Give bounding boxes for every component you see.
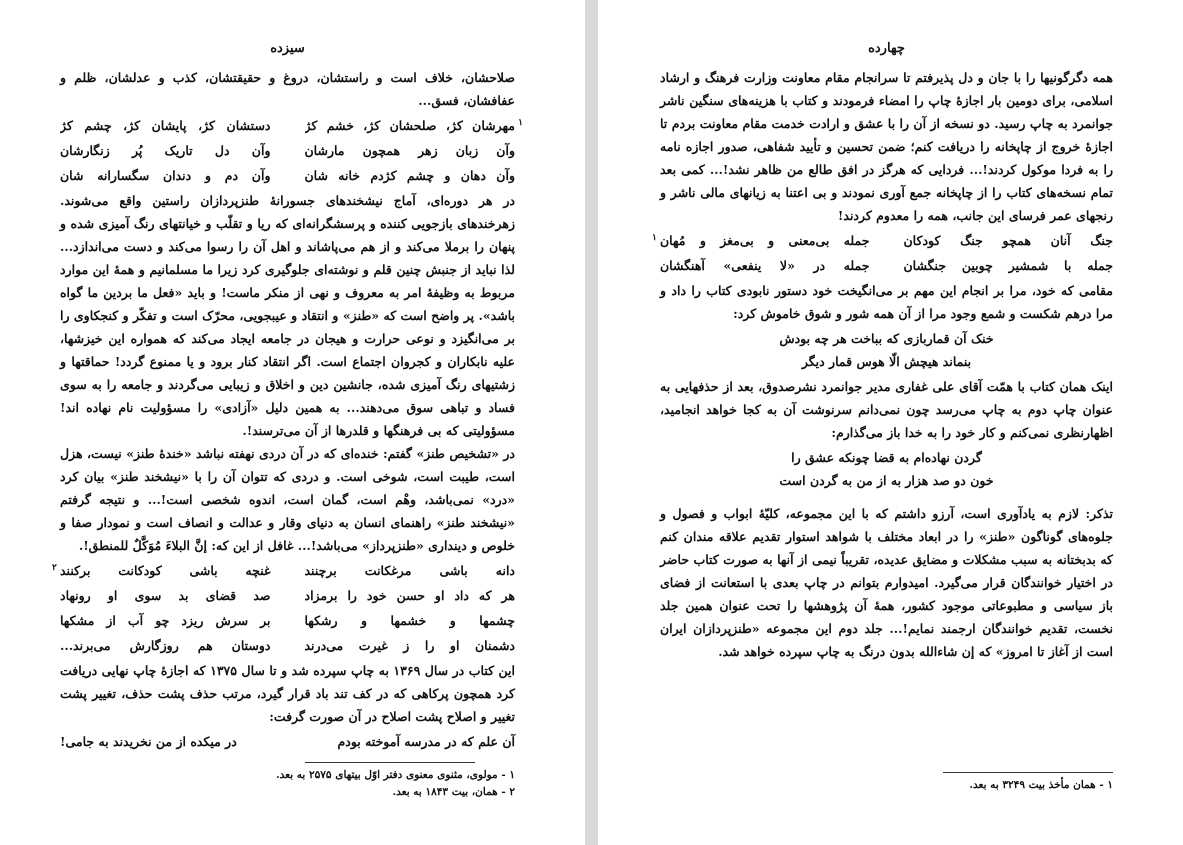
verse-line: [60, 634, 515, 657]
page-number: چهارده: [868, 41, 905, 56]
verse-block: [660, 446, 1113, 492]
paragraph: همه دگرگونیها را با جان و دل پذیرفتم تا سرانجام مقام معاونت وزارت فرهنگ و ارشاد اسلامی، برای دومین بار اجازهٔ چاپ را امضاء فرمودند و کتاب با هزینه‌های سنگین ناشر جوانمرد به چاپ رسید. دو نسخه از آن را با عشق و ارادت خدمت مقام معاونت بردم تا اجازهٔ خروج از چاپخانه را دریافت کنم؛ ضمن تحسین و تأیید شفاهی، صدور اجازه نامه را به فردا موکول کردند!... فردایی که هرگز در افق طالع من ظاهر نشد!... کمی بعد تمام نسخه‌های کتاب را از چاپخانه جمع آوری نمودند و بی اعتنا به زیانهای مالی ناشر و رنجهای عمر فرسای این جانب، همه را معدوم کردند!: [660, 70, 1114, 223]
hemistich: جمله بی‌معنی و بی‌مغز و مُهان: [660, 233, 870, 248]
verse-block: [660, 327, 1113, 373]
hemistich: دانه باشی مرغکانت برچنند: [304, 563, 515, 578]
hemistich: گردن نهاده‌ام به قضا چونکه عشق را: [791, 450, 982, 465]
footnote-marker: ۲: [52, 563, 57, 573]
verse-line: [60, 730, 515, 753]
paragraph: در «تشخیص طنز» گفتم: خنده‌ای که در آن دردی نهفته نباشد «خندهٔ طنز» نیست، هزل است، طیبت است، شوخی است. و دردی که تتوان آن را با «نیشخند طنز» بیان کرد «درد» نمی‌باشد، وهْم است، گمان است، اندوه شخصی است!... و نتیجه گرفتم «نیشخند طنز» راهنمای انسان به دنیای وقار و عدالت و انصاف است و نمودار صفا و خلوص و دینداری «طنزپرداز» می‌باشد!... غافل از این که: إنَّ البلاءَ مُوَکَّلٌ للمنطق!.: [60, 446, 515, 553]
footnote: ۱ - مولوی، مثنوی معنوی دفتر اوّل بیتهای ۲۵۷۵ به بعد.: [275, 769, 515, 781]
hemistich: غنچه باشی کودکانت برکنند: [60, 563, 271, 578]
paragraph: تذکر: لازم به یادآوری است، آرزو داشتم که با این مجموعه، کلیّهٔ ابواب و فصول و جلوه‌های گوناگون «طنز» را در ابعاد مختلف با شواهد استوار تقدیم علاقه مندان کنم که بدبختانه به سبب مشکلات و مضایق عدیده، تقریباً نیمی از آنها به صورت کتاب حاضر در اختیار خوانندگان قرار می‌گیرد. امیدوارم بتوانم در چاپ بعدی با استعانت از فضای باز سیاسی و مطبوعاتی موجود کشور، همهٔ آن پژوهشها را تحت عنوان همین جلد نخست، تقدیم خوانندگان ارجمند نمایم!... جلد دوم این مجموعه «طنزپردازان ایران است از آغاز تا امروز» که إن شاءالله بدون درنگ به چاپ سپرده خواهد شد.: [660, 506, 1113, 659]
hemistich: صد قضای بد سوی او رونهاد: [60, 588, 271, 603]
paragraph: در هر دوره‌ای، آماج نیشخندهای جسورانهٔ طنزپردازان راستین واقع می‌شوند. زهرخندهای بازجویی کننده و پرسشگرانه‌ای که ریا و تقلّب و خیانتهای رنگ آمیزی شده و پنهان را برملا می‌کند و از هم می‌پاشاند و اهل آن را رسوا می‌کند و دست می‌اندازد... لذا نباید از جنبش چنین قلم و نوشته‌ای جلوگیری کرد زیرا ما مسلمانیم و همهٔ این موارد مربوط به وظیفهٔ امر به معروف و نهی از منکر ماست! و باید «فعل ما بردین ما گواه باشد». پر واضح است که «طنز» و انتقاد و عیبجویی، محرّک است و تفکّر و کنجکاوی را بر می‌انگیزد و نوعی حرارت و هیجان در جامعه ایجاد می‌کند که همواره این خیزشها، علیه نابکاران و کجروان اجتماع است. اگر انتقاد کنار برود و یا ممنوع گردد! حماقتها و زشتیهای رنگ آمیزی شده، جانشین دین و اخلاق و زیبایی می‌گردند و جامعه را به سوی فساد و تباهی سوق می‌دهند... به همین دلیل «آزادی» را مسؤولیت نام نهاده اند! مسؤولیتی که بی فرهنگها و قلدرها از آن می‌ترسند!.: [60, 193, 515, 438]
hemistich: هر که داد او حسن خود را برمزاد: [304, 588, 515, 603]
verse-line: [660, 254, 1113, 277]
footnote-marker: ۱: [652, 233, 657, 243]
right-page: [598, 0, 1183, 845]
hemistich: وآن زبان زهر همچون مارشان: [304, 143, 515, 158]
paragraph: این کتاب در سال ۱۳۶۹ به چاپ سپرده شد و تا سال ۱۳۷۵ که اجازهٔ چاپ نهایی دریافت کرد همچون پرکاهی که در کف تند باد قرار گیرد، مرتب حذف پشت حذف، تغییر پشت تغییر و اصلاح پشت اصلاح در آن صورت گرفت:: [60, 663, 515, 724]
hemistich: در میکده از من نخریدند به جامی!: [60, 734, 237, 749]
footnote: ۲ - همان، بیت ۱۸۴۳ به بعد.: [392, 786, 515, 798]
hemistich: وآن دل تاریک پُر زنگارشان: [60, 143, 271, 158]
footnotes: [598, 772, 1183, 794]
hemistich: بنماند هیچش الّا هوس قمار دیگر: [801, 354, 972, 369]
paragraph: اینک همان کتاب با همّت آقای علی غفاری مدیر جوانمرد نشرصدوق، بعد از حذفهایی به عنوان چاپ دوم به چاپ می‌رسد چون نمی‌دانم سرنوشت آن به کجا خواهد انجامید، اظهارنظری نمی‌کنم و کار خود را به خدا باز می‌گذارم:: [660, 379, 1113, 440]
page-gutter: [585, 0, 598, 845]
hemistich: وآن دم و دندان سگسارانه شان: [60, 168, 271, 183]
hemistich: چشمها و خشمها و رشکها: [304, 613, 515, 628]
hemistich: جمله در «لا ینفعی» آهنگشان: [660, 258, 870, 273]
hemistich: وآن دهان و چشم کژدم خانه شان: [304, 168, 515, 183]
hemistich: دستشان کژ، پایشان کژ، چشم کژ: [60, 118, 271, 133]
verse-block: [52, 559, 515, 657]
hemistich: بر سرش ریزد چو آب از مشکها: [60, 613, 271, 628]
verse-block: [60, 114, 523, 187]
hemistich: آن علم که در مدرسه آموخته بودم: [337, 734, 515, 749]
hemistich: دشمنان او را ز غیرت می‌درند: [304, 638, 515, 653]
hemistich: جمله با شمشیر چوبین جنگشان: [903, 258, 1113, 273]
footnote-rule: [943, 772, 1113, 773]
verse-line: [60, 139, 515, 162]
verse-line: [60, 584, 515, 607]
verse-line: [60, 609, 515, 632]
hemistich: مهرشان کژ، صلحشان کژ، خشم کژ: [304, 118, 515, 133]
verse-line: [660, 229, 1113, 252]
paragraph: صلاحشان، خلاف است و راستشان، دروغ و حقیقتشان، کذب و عدلشان، ظلم و عفافشان، فسق...: [60, 70, 515, 108]
verse-line: [60, 114, 515, 137]
right-page-body: [598, 0, 1183, 663]
page-number: سیزده: [270, 41, 305, 56]
paragraph: مقامی که خود، مرا بر انجام این مهم بر می‌انگیخت خود دستور نابودی کتاب را داد و مرا درهم شکست و شمع وجود مرا از آن همه شور و شوق خاموش کرد:: [660, 283, 1113, 321]
footnote-rule: [305, 762, 475, 763]
verse-block: [652, 229, 1113, 277]
footnote: ۱ - همان مأخذ بیت ۳۲۴۹ به بعد.: [969, 779, 1113, 791]
footnotes: [0, 762, 585, 801]
left-page: [0, 0, 585, 845]
hemistich: دوستان هم روزگارش می‌برند...: [60, 638, 271, 653]
footnote-marker: ۱: [518, 118, 523, 128]
hemistich: جنگ آنان همچو جنگ کودکان: [903, 233, 1113, 248]
left-page-body: [0, 0, 585, 753]
hemistich: خون دو صد هزار به از من به گردن است: [779, 473, 994, 488]
verse-line: [60, 559, 515, 582]
hemistich: خنک آن قماربازی که بباخت هر چه بودش: [779, 331, 994, 346]
verse-line: [60, 164, 515, 187]
